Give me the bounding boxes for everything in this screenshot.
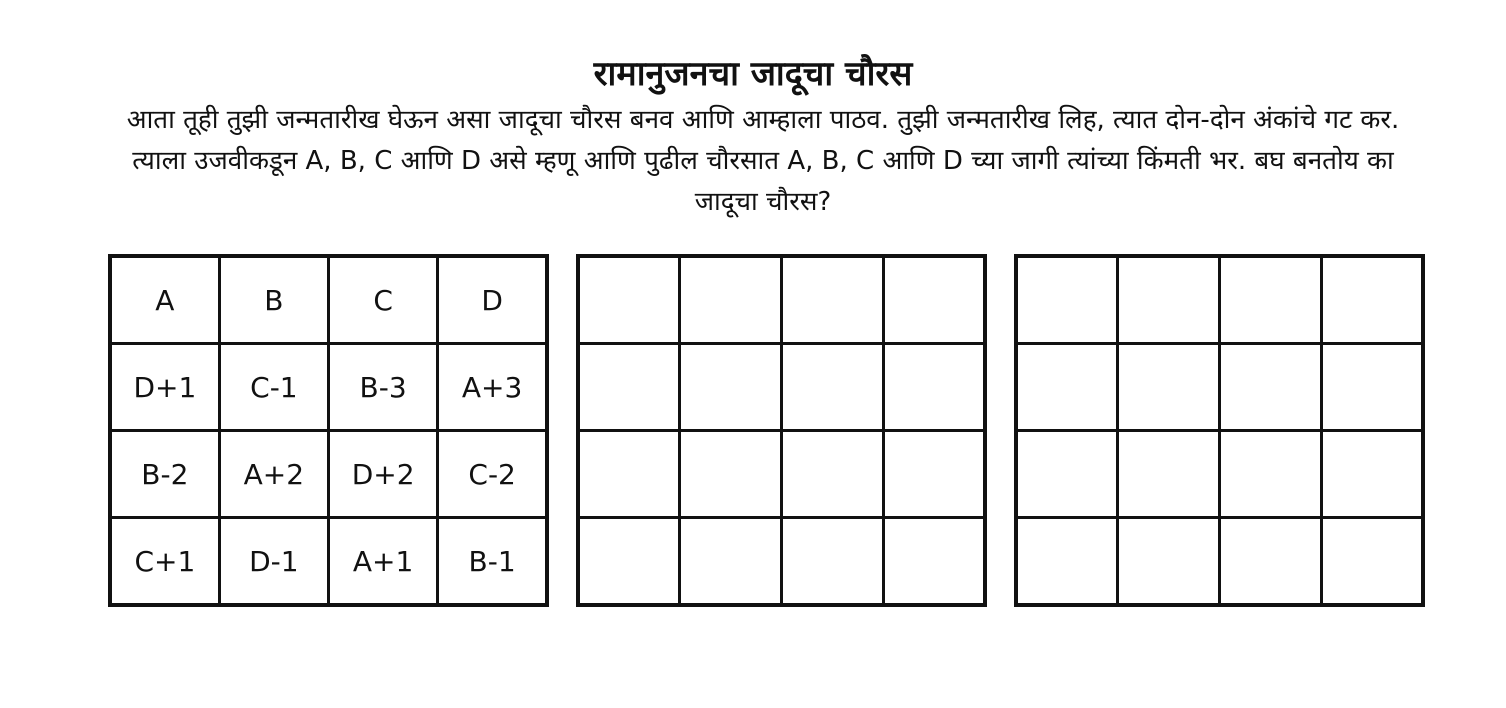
blank-cell[interactable] — [1118, 431, 1220, 518]
instructions-text: आता तूही तुझी जन्मतारीख घेऊन असा जादूचा चौरस बनव आणि आम्हाला पाठव. तुझी जन्मतारीख लिह, त्यात दोन-दोन अंकांचे गट कर. त्याला उजवीकडून A, B, C आणि D असे म्हणू आणि पुढील चौरसात A, B, C आणि D च्या जागी त्यांच्या किंमती भर. बघ बनतोय का जादूचा चौरस? — [126, 105, 1400, 217]
blank-cell[interactable] — [1220, 344, 1322, 431]
blank-cell[interactable] — [680, 431, 782, 518]
grid-cell: A+3 — [438, 344, 547, 431]
grid-row — [110, 431, 547, 518]
blank-cell[interactable] — [680, 518, 782, 606]
blank-cell[interactable] — [782, 431, 884, 518]
blank-cell[interactable] — [1118, 518, 1220, 606]
blank-cell[interactable] — [1016, 431, 1118, 518]
blank-cell[interactable] — [1016, 256, 1118, 344]
grid-row — [578, 431, 985, 518]
blank-cell[interactable] — [1016, 518, 1118, 606]
grid-cell: C-1 — [219, 344, 328, 431]
blank-cell[interactable] — [680, 344, 782, 431]
blank-cell[interactable] — [1321, 518, 1423, 606]
grid-cell: B-2 — [110, 431, 219, 518]
grid-cell: D+1 — [110, 344, 219, 431]
grid-row — [578, 344, 985, 431]
blank-cell[interactable] — [782, 518, 884, 606]
blank-magic-square-2 — [1014, 254, 1425, 607]
blank-cell[interactable] — [883, 431, 985, 518]
grid-row — [578, 256, 985, 344]
blank-magic-square-1 — [576, 254, 987, 607]
grid-cell: B — [219, 256, 328, 344]
blank-cell[interactable] — [1118, 256, 1220, 344]
blank-cell[interactable] — [578, 256, 680, 344]
blank-cell[interactable] — [782, 256, 884, 344]
blank-cell[interactable] — [1118, 344, 1220, 431]
grid-row — [1016, 344, 1423, 431]
blank-cell[interactable] — [1220, 518, 1322, 606]
blank-cell[interactable] — [1321, 256, 1423, 344]
blank-cell[interactable] — [1321, 344, 1423, 431]
grid-cell: C+1 — [110, 518, 219, 606]
grid-cell: A+2 — [219, 431, 328, 518]
grid-cell: A+1 — [329, 518, 438, 606]
blank-cell[interactable] — [680, 256, 782, 344]
grid-cell: D — [438, 256, 547, 344]
blank-cell[interactable] — [1321, 431, 1423, 518]
blank-cell[interactable] — [782, 344, 884, 431]
blank-cell[interactable] — [578, 431, 680, 518]
grid-cell: B-3 — [329, 344, 438, 431]
grid-cell: D-1 — [219, 518, 328, 606]
grid-cell: C-2 — [438, 431, 547, 518]
blank-cell[interactable] — [578, 518, 680, 606]
grid-cell: D+2 — [329, 431, 438, 518]
blank-cell[interactable] — [1016, 344, 1118, 431]
grid-cell: A — [110, 256, 219, 344]
blank-cell[interactable] — [883, 518, 985, 606]
blank-cell[interactable] — [578, 344, 680, 431]
blank-cell[interactable] — [1220, 431, 1322, 518]
grid-row — [1016, 256, 1423, 344]
grid-row — [110, 344, 547, 431]
blank-cell[interactable] — [1220, 256, 1322, 344]
grid-cell: B-1 — [438, 518, 547, 606]
grid-cell: C — [329, 256, 438, 344]
grid-row — [578, 518, 985, 606]
blank-cell[interactable] — [883, 344, 985, 431]
blank-cell[interactable] — [883, 256, 985, 344]
grid-row — [1016, 431, 1423, 518]
grid-row — [110, 518, 547, 606]
formula-magic-square — [108, 254, 549, 607]
page-title: रामानुजनचा जादूचा चौरस — [593, 54, 913, 94]
grid-row — [1016, 518, 1423, 606]
grid-row — [110, 256, 547, 344]
